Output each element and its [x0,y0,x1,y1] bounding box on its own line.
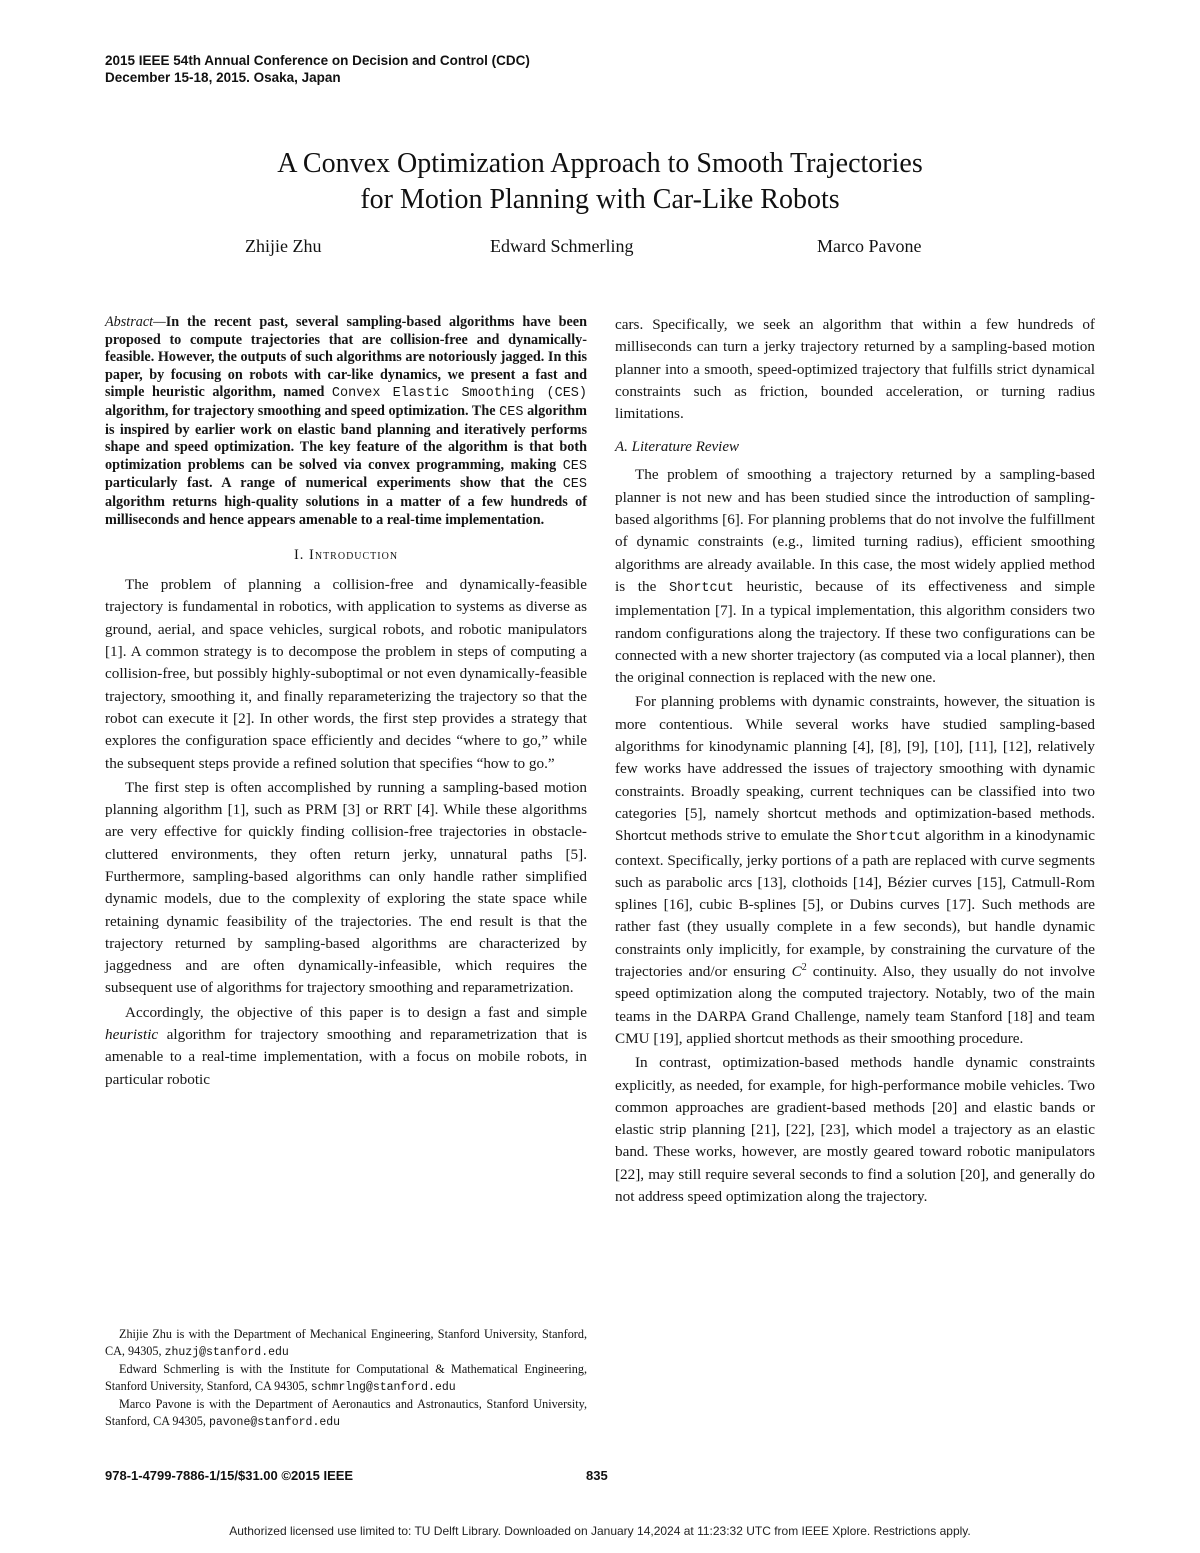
abstract: Abstract—In the recent past, several sampling-based algorithms have been proposed to compute trajectories that are collision-free and dynamically-feasible. However, the outputs of such algorithms are notoriously jagged. In this paper, by focusing on robots with car-like dynamics, we present a fast and simple heuristic algorithm, named Convex Elastic Smoothing (CES) algorithm, for trajectory smoothing and speed optimization. The CES algorithm is inspired by earlier work on elastic band planning and iteratively performs shape and speed optimization. The key feature of the algorithm is that both optimization problems can be solved via convex programming, making CES particularly fast. A range of numerical experiments show that the CES algorithm returns high-quality solutions in a matter of a few hundreds of milliseconds and hence appears amenable to a real-time implementation. [105,314,587,528]
intro-paragraph-3: Accordingly, the objective of this paper is to design a fast and simple heuristic algorithm for trajectory smoothing and reparametrization that is amenable to a real-time implementation, with a focus on mobile robots, in particular robotic [105,1003,587,1088]
author-3: Marco Pavone [817,236,922,256]
paper-title-line-2: for Motion Planning with Car-Like Robots [360,184,840,215]
license-notice: Authorized licensed use limited to: TU Delft Library. Downloaded on January 14,2024 at 11:23:32 UTC from IEEE Xplore. Restrictions apply. [229,1524,971,1538]
email-link-3[interactable]: pavone@stanford.edu [208,1415,341,1429]
abstract-label: Abstract [105,314,154,330]
email-link-2[interactable]: schmrlng@stanford.edu [310,1380,456,1394]
shortcut-algorithm-name: Shortcut [669,580,734,596]
subsection-heading-literature-review: A. Literature Review [615,439,739,456]
isbn-copyright: 978-1-4799-7886-1/15/$31.00 ©2015 IEEE [105,1468,354,1483]
intro-paragraph-3-continued: cars. Specifically, we seek an algorithm that within a few hundreds of milliseconds can turn a jerky trajectory returned by a sampling-based motion planner into a smooth, speed-optimized trajectory that fulfills strict dynamical constraints such as friction, bounded acceleration, or turning radius limitations. [615,316,1095,423]
paper-title [0,146,1200,218]
footnote-author-2: Edward Schmerling is with the Institute for Computational & Mathematical Engineering, Stanford University, Stanford, CA 94305, schmrlng@stanford.edu [105,1362,587,1394]
intro-paragraph-1: The problem of planning a collision-free and dynamically-feasible trajectory is fundamental in robotics, with application to systems as diverse as ground, aerial, and space vehicles, surgical robots, and robotic manipulators [1]. A common strategy is to decompose the problem in steps of computing a collision-free, but possibly highly-suboptimal or not even dynamically-feasible trajectory, smoothing it, and finally reparameterizing the trajectory so that the robot can execute it [2]. In other words, the first step provides a strategy that explores the configuration space efficiently and decides “where to go,” while the subsequent steps provide a refined solution that specifies “how to go.” [105,576,587,772]
left-column [105,314,587,1091]
ces-algorithm-name: Convex Elastic Smoothing (CES) [331,386,587,402]
author-2: Edward Schmerling [490,236,634,256]
paper-title-line-1: A Convex Optimization Approach to Smooth Trajectories [277,148,923,179]
lit-review-paragraph-3: In contrast, optimization-based methods handle dynamic constraints explicitly, as needed, for example, for high-performance mobile vehicles. Two common approaches are gradient-based methods [20] and elastic bands or elastic strip planning [21], [22], [23], which model a trajectory as an elastic band. These works, however, are mostly geared toward robotic manipulators [22], may still require several seconds to find a solution [20], and generally do not address speed optimization along the trajectory. [615,1054,1095,1205]
right-column [615,314,1095,1208]
intro-paragraph-2: The first step is often accomplished by running a sampling-based motion planning algorithm [1], such as PRM [3] or RRT [4]. While these algorithms are very effective for quickly finding collision-free trajectories in obstacle-cluttered environments, they often return jerky, unnatural paths [5]. Furthermore, sampling-based algorithms can only handle rather simplified dynamic models, due to the complexity of exploring the state space while retaining dynamic feasibility of the trajectories. The end result is that the trajectory returned by sampling-based algorithms are characterized by jaggedness and are often dynamically-infeasible, which requires the subsequent use of algorithms for trajectory smoothing and reparametrization. [105,778,587,997]
page-number: 835 [586,1468,608,1483]
footnote-author-1: Zhijie Zhu is with the Department of Mechanical Engineering, Stanford University, Stanford, CA, 94305, zhuzj@stanford.edu [105,1327,587,1359]
lit-review-paragraph-1: The problem of smoothing a trajectory returned by a sampling-based planner is not new and has been studied since the introduction of sampling-based algorithms [6]. For planning problems that do not involve the fulfillment of dynamic constraints (e.g., limited turning radius), efficient smoothing algorithms are already available. In this case, the most widely applied method is the Shortcut heuristic, because of its effectiveness and simple implementation [7]. In a typical implementation, this algorithm considers two random configurations along the trajectory. If these two configurations can be connected with a new shorter trajectory (as computed via a local planner), then the original connection is replaced with the new one. [615,466,1096,687]
conference-name: 2015 IEEE 54th Annual Conference on Decision and Control (CDC) [105,53,530,68]
footnote-author-3: Marco Pavone is with the Department of Aeronautics and Astronautics, Stanford University, Stanford, CA 94305, pavone@stanford.edu [105,1397,587,1429]
conference-date-location: December 15-18, 2015. Osaka, Japan [105,70,341,85]
lit-review-paragraph-2: For planning problems with dynamic constraints, however, the situation is more contentious. While several works have studied sampling-based algorithms for kinodynamic planning [4], [8], [9], [10], [11], [12], relatively few works have addressed the issues of trajectory smoothing with dynamic constraints. Broadly speaking, current techniques can be classified into two categories [5], namely shortcut methods and optimization-based methods. Shortcut methods strive to emulate the Shortcut algorithm in a kinodynamic context. Specifically, jerky portions of a path are replaced with curve segments such as parabolic arcs [13], clothoids [14], Bézier curves [15], Catmull-Rom splines [16], cubic B-splines [5], or Dubins curves [17]. Such methods are rather fast (they usually complete in a few seconds), but handle dynamic constraints only implicitly, for example, by constraining the curvature of the trajectories and/or ensuring $C^2$ continuity. Also, they usually do not involve speed optimization along the computed trajectory. Notably, two of the main teams in the DARPA Grand Challenge, namely team Stanford [18] and team CMU [19], applied shortcut methods as their smoothing procedure. [615,693,1095,1047]
conference-header [105,52,530,86]
email-link-1[interactable]: zhuzj@stanford.edu [164,1345,289,1359]
author-footnotes [105,1326,587,1431]
author-1: Zhijie Zhu [245,236,322,256]
section-heading-introduction: I. Introduction [293,547,399,564]
